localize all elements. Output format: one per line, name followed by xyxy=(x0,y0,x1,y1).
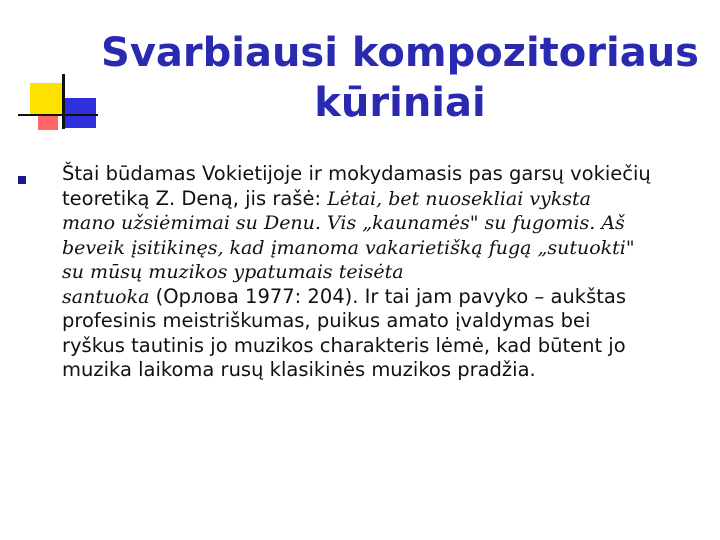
bullet-paragraph xyxy=(62,162,694,383)
paragraph-line-2-plain: teoretiką Z. Deną, jis rašė: xyxy=(62,186,328,210)
logo-blue-square xyxy=(62,98,96,128)
paragraph-line-1: Štai būdamas Vokietijoje ir mokydamasis pas garsų vokiečių xyxy=(62,162,651,185)
citation-text: (Орлова 1977: 204). Ir tai jam pavyko – aukštas xyxy=(149,284,626,308)
paragraph-line-7: profesinis meistriškumas, puikus amato įvaldymas bei xyxy=(62,309,591,332)
paragraph-line-9: muzika laikoma rusų klasikinės muzikos pradžia. xyxy=(62,358,536,381)
paragraph-line-4-quote: beveik įsitikinęs, kad įmanoma vakarietišką fugą „sutuokti" xyxy=(62,236,635,259)
paragraph-line-8: ryškus tautinis jo muzikos charakteris lėmė, kad būtent jo xyxy=(62,333,626,357)
logo-vertical-line xyxy=(62,74,65,129)
paragraph-line-3-quote: mano užsiėmimai su Denu. Vis „kaunamės" su fugomis. Aš xyxy=(62,212,625,234)
slide-title-line-1: Svarbiausi kompozitoriaus xyxy=(101,30,699,76)
slide-title-line-2: kūriniai xyxy=(314,80,486,126)
logo-horizontal-line xyxy=(18,114,98,116)
quote-italic-start: Lėtai, bet nuosekliai vyksta xyxy=(327,187,592,210)
paragraph-line-5-quote: su mūsų muzikos ypatumais teisėta xyxy=(62,261,404,283)
slide-title xyxy=(100,28,700,128)
paragraph-line-6 xyxy=(62,285,694,310)
square-bullet-icon xyxy=(18,176,26,184)
paragraph-line-2 xyxy=(62,187,694,212)
logo-red-square xyxy=(38,114,58,130)
logo-yellow-square xyxy=(30,83,63,116)
quote-italic-end: santuoka xyxy=(62,285,150,308)
